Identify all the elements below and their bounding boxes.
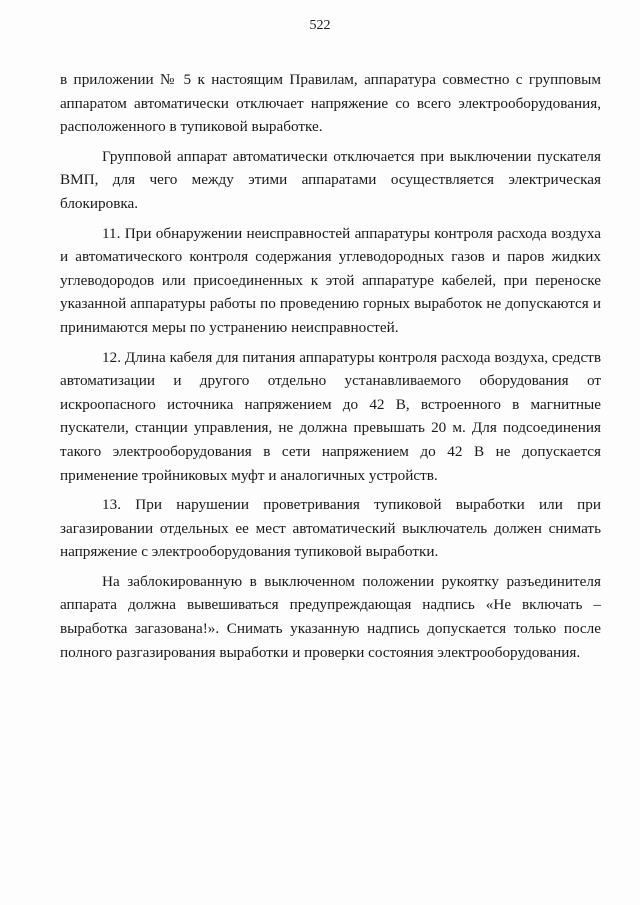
document-body: [60, 68, 601, 670]
paragraph-warning-sign: На заблокированную в выключенном положении рукоятку разъединителя аппарата должна вывешиваться предупреждающая надпись «Не включать – выработка загазована!». Снимать указанную надпись допускается только после полного разгазирования выработки и проверки состояния электрооборудования.: [60, 572, 601, 661]
paragraph-item-12: 12. Длина кабеля для питания аппаратуры контроля расхода воздуха, средств автоматизации и другого отдельно устанавливаемого оборудования от искроопасного источника напряжением до 42 В, встроенного в магнитные пускатели, станции управления, не должна превышать 20 м. Для подсоединения такого электрооборудования в сети напряжением до 42 В не допускается применение тройниковых муфт и аналогичных устройств.: [60, 348, 601, 484]
paragraph-continuation: в приложении № 5 к настоящим Правилам, аппаратура совместно с групповым аппаратом автоматически отключает напряжение со всего электрооборудования, расположенного в тупиковой выработке.: [60, 71, 601, 136]
paragraph-item-11: 11. При обнаружении неисправностей аппаратуры контроля расхода воздуха и автоматического контроля содержания углеводородных газов и паров жидких углеводородов или присоединенных к этой аппаратуре кабелей, при переноске указанной аппаратуры работы по проведению горных выработок не допускаются и принимаются меры по устранению неисправностей.: [60, 224, 601, 336]
page-number: 522: [309, 18, 331, 33]
paragraph-item-13: 13. При нарушении проветривания тупиковой выработки или при загазировании отдельных ее мест автоматический выключатель должен снимать напряжение с электрооборудования тупиковой выработки.: [60, 496, 601, 561]
paragraph-group-apparatus: Групповой аппарат автоматически отключается при выключении пускателя ВМП, для чего между этими аппаратами осуществляется электрическая блокировка.: [60, 147, 601, 212]
